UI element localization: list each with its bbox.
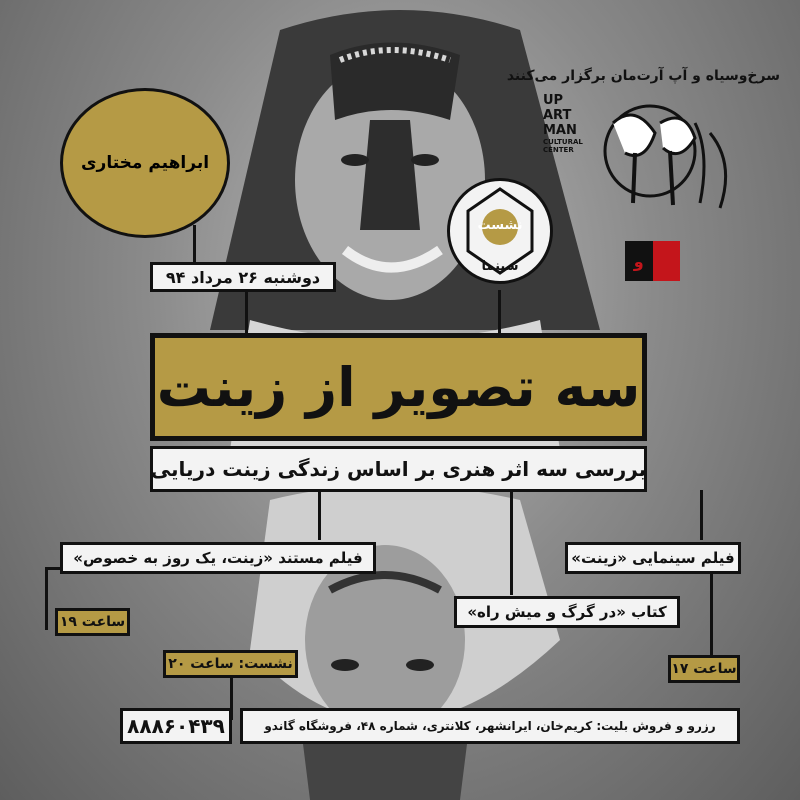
ticket-info: رزرو و فروش بلیت: کریم‌خان، ایرانشهر، کلانتری، شماره ۴۸، فروشگاه گاندو bbox=[264, 719, 716, 733]
logo-text: UP ART MAN CULTURAL CENTER bbox=[543, 93, 583, 154]
book-label: کتاب «در گرگ و میش راه» bbox=[467, 603, 667, 621]
doc-time-box bbox=[55, 608, 130, 636]
connector-doc-time bbox=[45, 570, 48, 630]
feature-film-label: فیلم سینمایی «زینت» bbox=[571, 549, 735, 567]
date-box bbox=[150, 262, 336, 292]
red-black-mark bbox=[625, 241, 680, 281]
title-box bbox=[150, 333, 647, 441]
book-box bbox=[454, 596, 680, 628]
connector-right bbox=[700, 490, 703, 540]
page-title: سه تصویر از زینت bbox=[156, 355, 641, 419]
badge-top: نشست bbox=[477, 218, 523, 233]
doc-time: ساعت ۱۹ bbox=[59, 614, 126, 630]
phone-number: ۸۸۸۶۰۴۳۹ bbox=[127, 714, 225, 738]
red-mark-letter: و bbox=[625, 241, 653, 281]
connector-left bbox=[318, 490, 321, 540]
badge-circle bbox=[447, 178, 553, 284]
phone-box bbox=[120, 708, 232, 744]
subtitle-box bbox=[150, 446, 647, 492]
ticket-info-box bbox=[240, 708, 740, 744]
date-text: دوشنبه ۲۶ مرداد ۹۴ bbox=[165, 267, 321, 287]
feature-time-box bbox=[668, 655, 740, 683]
session-time: نشست: ساعت ۲۰ bbox=[168, 656, 293, 672]
connector-center bbox=[510, 490, 513, 595]
badge-bottom: سینما bbox=[481, 259, 519, 274]
speaker-name: ابراهیم مختاری bbox=[80, 153, 210, 173]
feature-time: ساعت ۱۷ bbox=[671, 661, 737, 677]
feature-film-box bbox=[565, 542, 741, 574]
doc-film-box bbox=[60, 542, 376, 574]
subtitle: بررسی سه اثر هنری بر اساس زندگی زینت دریایی bbox=[150, 457, 647, 481]
doc-film-label: فیلم مستند «زینت، یک روز به خصوص» bbox=[73, 549, 363, 567]
speaker-circle bbox=[60, 88, 230, 238]
organizer-text: سرخ‌وسیاه و آپ آرت‌مان برگزار می‌کنند bbox=[506, 68, 780, 84]
session-time-box bbox=[163, 650, 298, 678]
connector-badge bbox=[498, 290, 501, 335]
